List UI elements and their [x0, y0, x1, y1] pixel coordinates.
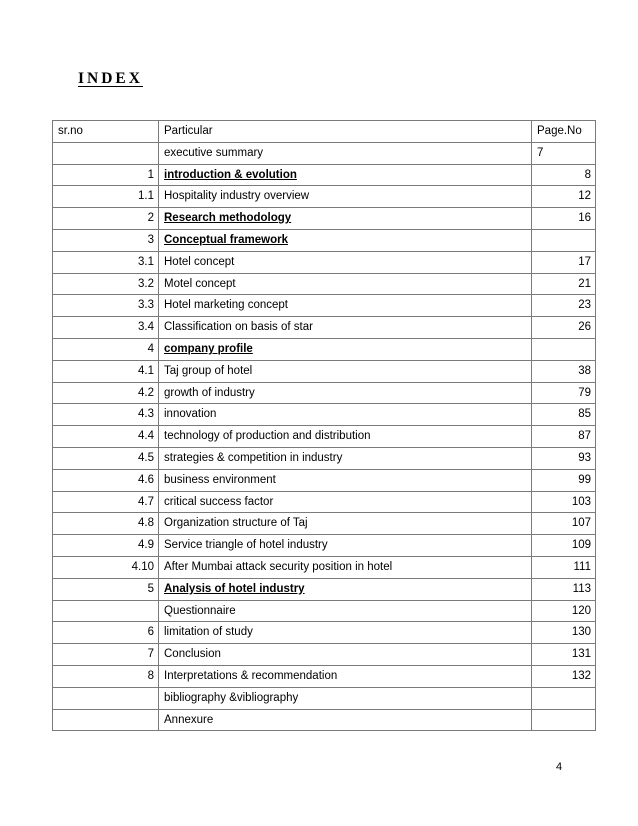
sr-no-cell: 4.2: [53, 382, 159, 404]
section-heading: Research methodology: [164, 212, 292, 225]
page-no-cell: 21: [532, 273, 596, 295]
page-no-cell: 107: [532, 513, 596, 535]
particular-cell: Annexure: [159, 709, 532, 731]
particular-cell: Classification on basis of star: [159, 317, 532, 339]
table-row: [53, 644, 596, 666]
table-header-row: [53, 121, 596, 143]
particular-cell: Hospitality industry overview: [159, 186, 532, 208]
section-heading: company profile: [164, 342, 253, 355]
table-row: [53, 317, 596, 339]
particular-cell: strategies & competition in industry: [159, 447, 532, 469]
table-row: [53, 229, 596, 251]
page-no-cell: 38: [532, 360, 596, 382]
table-row: [53, 709, 596, 731]
sr-no-cell: 3.1: [53, 251, 159, 273]
section-heading: Conceptual framework: [164, 233, 288, 246]
sr-no-cell: 3.3: [53, 295, 159, 317]
page-no-cell: 26: [532, 317, 596, 339]
particular-cell: Taj group of hotel: [159, 360, 532, 382]
particular-cell: [159, 229, 532, 251]
page-no-cell: [532, 338, 596, 360]
particular-cell: business environment: [159, 469, 532, 491]
header-particular: Particular: [159, 121, 532, 143]
particular-cell: Hotel concept: [159, 251, 532, 273]
particular-cell: [159, 208, 532, 230]
page-no-cell: 23: [532, 295, 596, 317]
table-row: [53, 360, 596, 382]
sr-no-cell: 4.4: [53, 426, 159, 448]
sr-no-cell: 1: [53, 164, 159, 186]
sr-no-cell: 4.6: [53, 469, 159, 491]
sr-no-cell: [53, 142, 159, 164]
sr-no-cell: 4.1: [53, 360, 159, 382]
page-no-cell: 12: [532, 186, 596, 208]
page-no-cell: 16: [532, 208, 596, 230]
page-no-cell: 131: [532, 644, 596, 666]
table-row: [53, 208, 596, 230]
table-row: [53, 513, 596, 535]
particular-cell: growth of industry: [159, 382, 532, 404]
page-no-cell: 132: [532, 665, 596, 687]
page-no-cell: 109: [532, 535, 596, 557]
table-row: [53, 447, 596, 469]
index-title: INDEX: [78, 70, 143, 87]
table-row: [53, 578, 596, 600]
particular-cell: [159, 338, 532, 360]
particular-cell: critical success factor: [159, 491, 532, 513]
table-row: [53, 164, 596, 186]
sr-no-cell: [53, 600, 159, 622]
sr-no-cell: 3: [53, 229, 159, 251]
table-row: [53, 687, 596, 709]
table-row: [53, 273, 596, 295]
page-no-cell: 93: [532, 447, 596, 469]
sr-no-cell: 6: [53, 622, 159, 644]
section-heading: introduction & evolution: [164, 168, 297, 181]
sr-no-cell: 3.2: [53, 273, 159, 295]
sr-no-cell: 3.4: [53, 317, 159, 339]
page-no-cell: [532, 229, 596, 251]
particular-cell: Service triangle of hotel industry: [159, 535, 532, 557]
particular-cell: Organization structure of Taj: [159, 513, 532, 535]
page-no-cell: 8: [532, 164, 596, 186]
header-sr-no: sr.no: [53, 121, 159, 143]
sr-no-cell: 1.1: [53, 186, 159, 208]
table-row: [53, 251, 596, 273]
table-row: [53, 535, 596, 557]
table-row: [53, 338, 596, 360]
page-no-cell: 87: [532, 426, 596, 448]
sr-no-cell: 4.5: [53, 447, 159, 469]
section-heading: Analysis of hotel industry: [164, 582, 305, 595]
table-row: [53, 622, 596, 644]
page-no-cell: 113: [532, 578, 596, 600]
page-no-cell: 99: [532, 469, 596, 491]
table-row: [53, 600, 596, 622]
table-row: [53, 426, 596, 448]
page-number: 4: [556, 761, 563, 773]
table-row: [53, 404, 596, 426]
sr-no-cell: 8: [53, 665, 159, 687]
table-row: [53, 295, 596, 317]
table-row: [53, 186, 596, 208]
particular-cell: After Mumbai attack security position in hotel: [159, 556, 532, 578]
table-row: [53, 665, 596, 687]
particular-cell: Conclusion: [159, 644, 532, 666]
table-row: [53, 556, 596, 578]
table-row: [53, 142, 596, 164]
page-no-cell: 17: [532, 251, 596, 273]
sr-no-cell: 4.7: [53, 491, 159, 513]
particular-cell: limitation of study: [159, 622, 532, 644]
table-row: [53, 491, 596, 513]
table-row: [53, 469, 596, 491]
sr-no-cell: 4.10: [53, 556, 159, 578]
particular-cell: Motel concept: [159, 273, 532, 295]
sr-no-cell: 4.8: [53, 513, 159, 535]
particular-cell: executive summary: [159, 142, 532, 164]
particular-cell: [159, 578, 532, 600]
page-no-cell: 120: [532, 600, 596, 622]
particular-cell: technology of production and distribution: [159, 426, 532, 448]
particular-cell: innovation: [159, 404, 532, 426]
particular-cell: bibliography &vibliography: [159, 687, 532, 709]
particular-cell: Hotel marketing concept: [159, 295, 532, 317]
particular-cell: Interpretations & recommendation: [159, 665, 532, 687]
sr-no-cell: 4.9: [53, 535, 159, 557]
sr-no-cell: 2: [53, 208, 159, 230]
page-no-cell: [532, 687, 596, 709]
sr-no-cell: [53, 687, 159, 709]
page-no-cell: 130: [532, 622, 596, 644]
header-page-no: Page.No: [532, 121, 596, 143]
sr-no-cell: 5: [53, 578, 159, 600]
sr-no-cell: 4: [53, 338, 159, 360]
sr-no-cell: 4.3: [53, 404, 159, 426]
page-no-cell: 85: [532, 404, 596, 426]
particular-cell: Questionnaire: [159, 600, 532, 622]
sr-no-cell: [53, 709, 159, 731]
sr-no-cell: 7: [53, 644, 159, 666]
page-no-cell: 103: [532, 491, 596, 513]
particular-cell: [159, 164, 532, 186]
index-table: [52, 120, 596, 731]
page-no-cell: [532, 709, 596, 731]
page-no-cell: 111: [532, 556, 596, 578]
page-no-cell: 79: [532, 382, 596, 404]
table-row: [53, 382, 596, 404]
page-no-cell: 7: [532, 142, 596, 164]
